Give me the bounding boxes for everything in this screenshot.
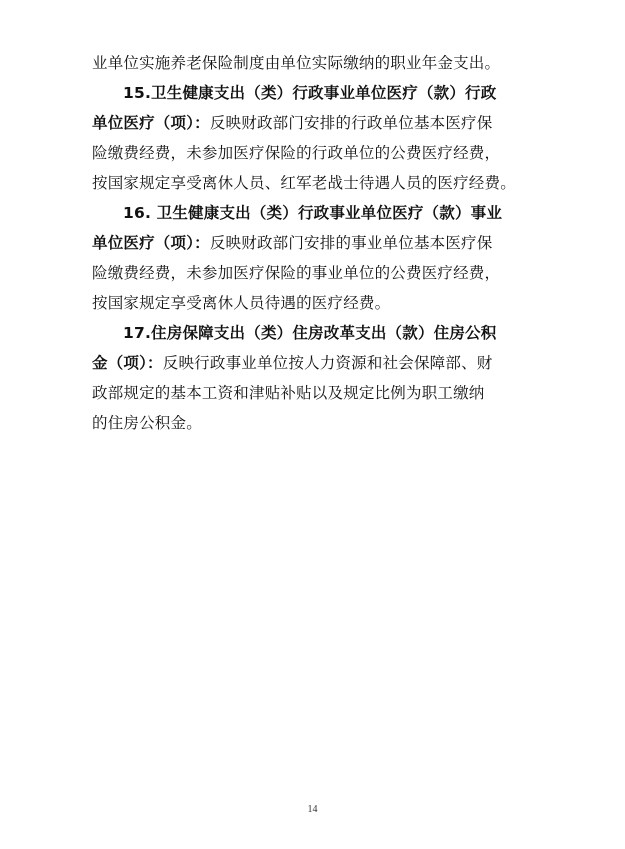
item-16-title-end: 单位医疗（项）： xyxy=(92,234,210,252)
item-17-body-start: 反映行政事业单位按人力资源和社会保障部、财 xyxy=(162,354,493,372)
item-17-line-4: 的住房公积金。 xyxy=(92,414,202,432)
document-body xyxy=(92,48,562,438)
item-15-title: 15.卫生健康支出（类）行政事业单位医疗（款）行政 xyxy=(123,84,497,102)
item-15-line-4: 按国家规定享受离休人员、红军老战士待遇人员的医疗经费。 xyxy=(92,174,516,192)
item-16-line-3: 险缴费经费，未参加医疗保险的事业单位的公费医疗经费， xyxy=(92,264,501,282)
item-15-line-2 xyxy=(92,108,562,138)
item-15-title-end: 单位医疗（项）： xyxy=(92,114,210,132)
item-15-body-start: 反映财政部门安排的行政单位基本医疗保 xyxy=(209,114,493,132)
item-16-line-2 xyxy=(92,228,562,258)
item-16-line-4: 按国家规定享受离休人员待遇的医疗经费。 xyxy=(92,294,391,312)
item-16-title: 16. 卫生健康支出（类）行政事业单位医疗（款）事业 xyxy=(123,204,503,222)
item-16-body-start: 反映财政部门安排的事业单位基本医疗保 xyxy=(209,234,493,252)
item-15-line-3: 险缴费经费，未参加医疗保险的行政单位的公费医疗经费， xyxy=(92,144,501,162)
item-17-line-3: 政部规定的基本工资和津贴补贴以及规定比例为职工缴纳 xyxy=(92,384,485,402)
continuation-line: 业单位实施养老保险制度由单位实际缴纳的职业年金支出。 xyxy=(92,54,501,72)
page-number: 14 xyxy=(307,804,318,815)
item-17-title-end: 金（项）： xyxy=(92,354,163,372)
item-17-line-2 xyxy=(92,348,562,378)
item-17-title: 17.住房保障支出（类）住房改革支出（款）住房公积 xyxy=(123,324,497,342)
